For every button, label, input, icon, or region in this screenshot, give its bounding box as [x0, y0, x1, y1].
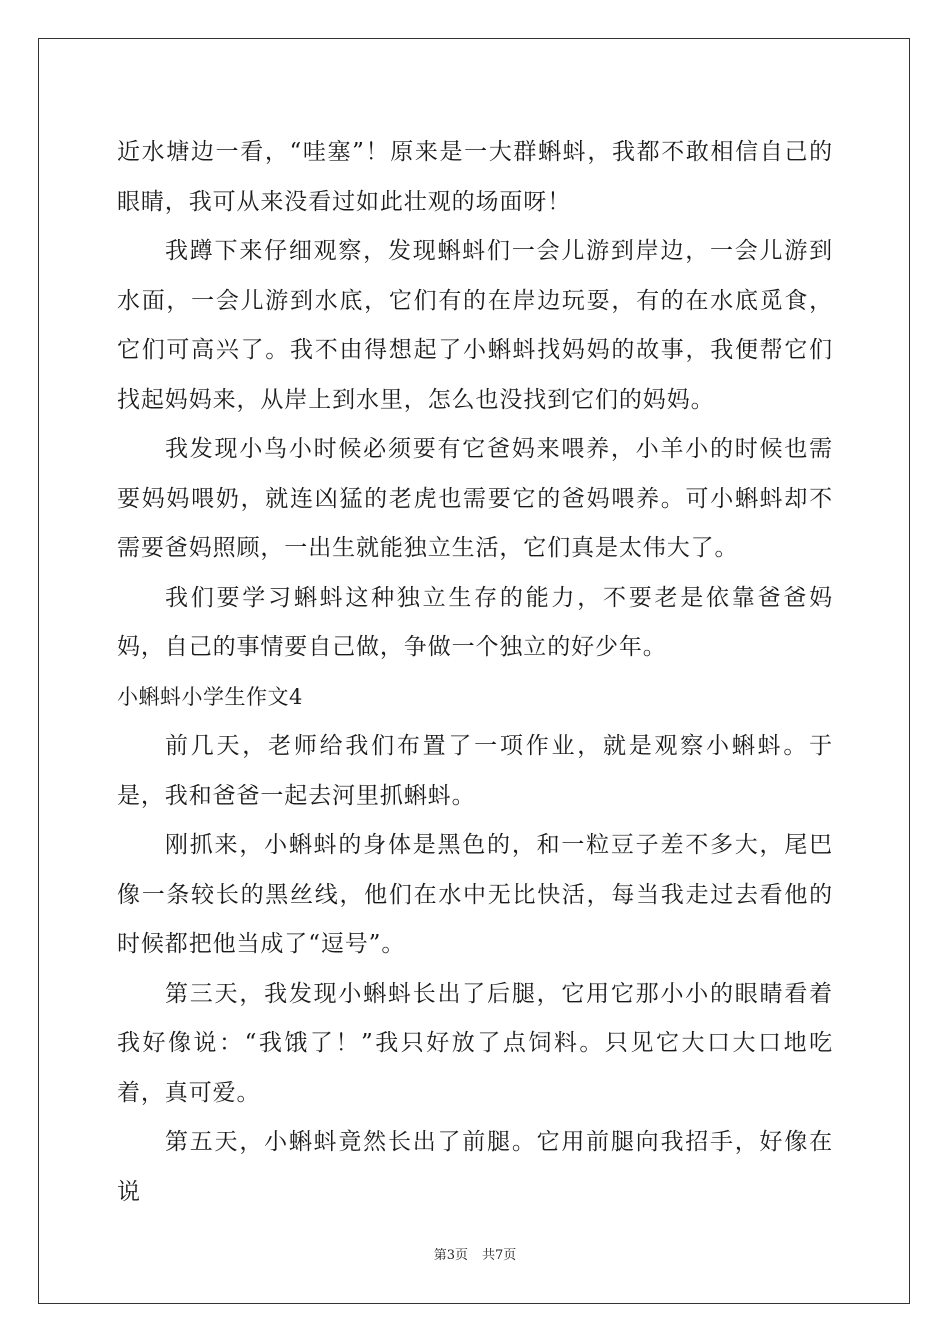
page-number-total: 共7页	[482, 1248, 517, 1263]
paragraph-8: 第五天，小蝌蚪竟然长出了前腿。它用前腿向我招手，好像在说	[117, 1129, 833, 1205]
paragraph-7: 第三天，我发现小蝌蚪长出了后腿，它用它那小小的眼睛看着我好像说：“我饿了！”我只好放了点饲料。只见它大口大口地吃着，真可爱。	[117, 980, 833, 1106]
paragraph-1: 近水塘边一看，“哇塞”！原来是一大群蝌蚪，我都不敢相信自己的眼睛，我可从来没看过如此壮观的场面呀！	[117, 139, 833, 215]
paragraph-5: 前几天，老师给我们布置了一项作业，就是观察小蝌蚪。于是，我和爸爸一起去河里抓蝌蚪。	[117, 733, 833, 809]
paragraph-4: 我们要学习蝌蚪这种独立生存的能力，不要老是依靠爸爸妈妈，自己的事情要自己做，争做一个独立的好少年。	[117, 584, 833, 660]
paragraph-6: 刚抓来，小蝌蚪的身体是黑色的，和一粒豆子差不多大，尾巴像一条较长的黑丝线，他们在水中无比快活，每当我走过去看他的时候都把他当成了“逗号”。	[117, 832, 833, 957]
paragraph-2: 我蹲下来仔细观察，发现蝌蚪们一会儿游到岸边，一会儿游到水面，一会儿游到水底，它们有的在岸边玩耍，有的在水底觅食，它们可高兴了。我不由得想起了小蝌蚪找妈妈的故事，我便帮它们找起妈妈来，从岸上到水里，怎么也没找到它们的妈妈。	[117, 238, 833, 413]
section-heading: 小蝌蚪小学生作文4	[117, 684, 303, 709]
paragraph-3: 我发现小鸟小时候必须要有它爸妈来喂养，小羊小的时候也需要妈妈喂奶，就连凶猛的老虎也需要它的爸妈喂养。可小蝌蚪却不需要爸妈照顾，一出生就能独立生活，它们真是太伟大了。	[117, 436, 833, 561]
document-body	[117, 128, 833, 1217]
page-footer	[0, 1244, 950, 1263]
page-number-current: 第3页	[433, 1248, 468, 1263]
